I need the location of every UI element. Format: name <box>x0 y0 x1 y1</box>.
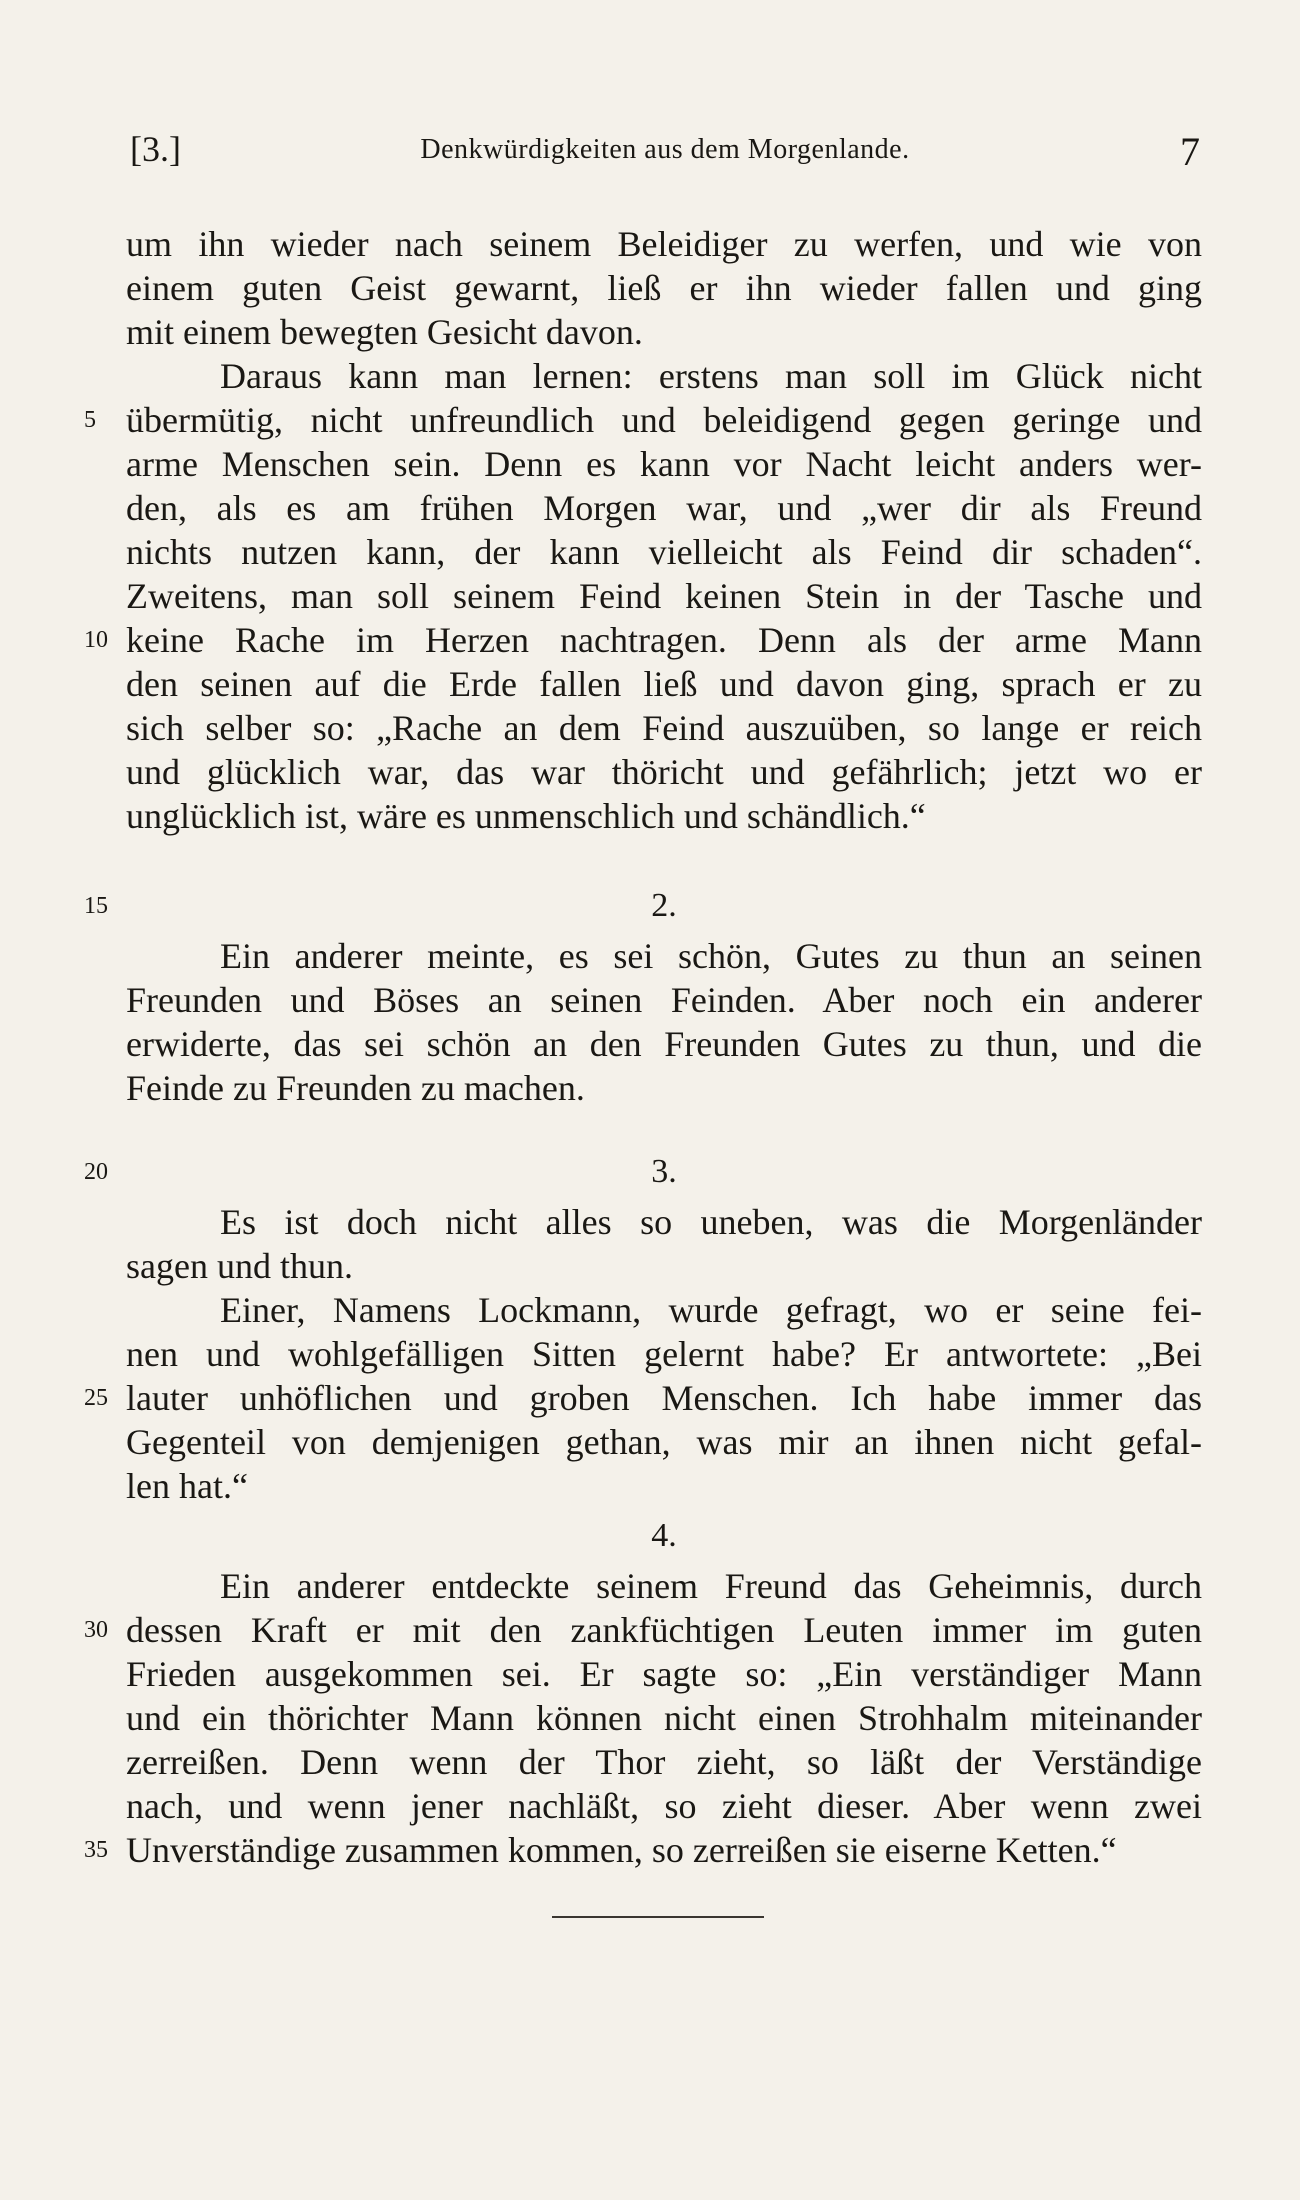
section-marker: [3.] <box>130 129 181 169</box>
text-line: Freunden und Böses an seinen Feinden. Aber noch ein anderer <box>126 980 1202 1020</box>
text-line: übermütig, nicht unfreundlich und beleidigend gegen geringe und <box>126 400 1202 440</box>
text-line: um ihn wieder nach seinem Beleidiger zu werfen, und wie von <box>126 224 1202 264</box>
text-line: und glücklich war, das war thöricht und gefährlich; jetzt wo er <box>126 752 1202 792</box>
text-line: unglücklich ist, wäre es unmenschlich und schändlich.“ <box>126 796 926 836</box>
section-heading: 3. <box>651 1153 677 1190</box>
text-line: Es ist doch nicht alles so uneben, was die Morgenländer <box>220 1202 1202 1242</box>
line-number: 25 <box>84 1385 108 1411</box>
text-line: mit einem bewegten Gesicht davon. <box>126 312 643 352</box>
text-line: den seinen auf die Erde fallen ließ und davon ging, sprach er zu <box>126 664 1202 704</box>
text-line: sich selber so: „Rache an dem Feind auszuüben, so lange er reich <box>126 708 1202 748</box>
text-line: lauter unhöflichen und groben Menschen. Ich habe immer das <box>126 1378 1202 1418</box>
line-number: 20 <box>84 1159 108 1185</box>
text-line: Einer, Namens Lockmann, wurde gefragt, wo er seine fei- <box>220 1290 1202 1330</box>
text-line: arme Menschen sein. Denn es kann vor Nacht leicht anders wer- <box>126 444 1202 484</box>
text-line: keine Rache im Herzen nachtragen. Denn als der arme Mann <box>126 620 1202 660</box>
text-line: und ein thörichter Mann können nicht einen Strohhalm miteinander <box>126 1698 1202 1738</box>
line-number: 30 <box>84 1617 108 1643</box>
section-heading: 2. <box>651 887 677 924</box>
text-line: den, als es am frühen Morgen war, und „wer dir als Freund <box>126 488 1202 528</box>
text-line: Gegenteil von demjenigen gethan, was mir an ihnen nicht gefal- <box>126 1422 1202 1462</box>
text-line: sagen und thun. <box>126 1246 353 1286</box>
page-number: 7 <box>1180 129 1200 174</box>
text-line: Unverständige zusammen kommen, so zerreißen sie eiserne Ketten.“ <box>126 1830 1117 1870</box>
text-line: Frieden ausgekommen sei. Er sagte so: „Ein verständiger Mann <box>126 1654 1202 1694</box>
line-number: 35 <box>84 1837 108 1863</box>
text-line: dessen Kraft er mit den zankfüchtigen Leuten immer im guten <box>126 1610 1202 1650</box>
text-line: Ein anderer meinte, es sei schön, Gutes zu thun an seinen <box>220 936 1202 976</box>
text-line: Feinde zu Freunden zu machen. <box>126 1068 585 1108</box>
text-line: erwiderte, das sei schön an den Freunden Gutes zu thun, und die <box>126 1024 1202 1064</box>
text-line: Ein anderer entdeckte seinem Freund das Geheimnis, durch <box>220 1566 1202 1606</box>
closing-rule <box>552 1916 764 1918</box>
running-header <box>130 128 1200 178</box>
text-line: zerreißen. Denn wenn der Thor zieht, so läßt der Verständige <box>126 1742 1202 1782</box>
text-line: nichts nutzen kann, der kann vielleicht als Feind dir schaden“. <box>126 532 1202 572</box>
text-line: Zweitens, man soll seinem Feind keinen Stein in der Tasche und <box>126 576 1202 616</box>
section-heading: 4. <box>651 1517 677 1554</box>
line-number: 10 <box>84 627 108 653</box>
line-number: 5 <box>84 407 96 433</box>
text-line: len hat.“ <box>126 1466 248 1506</box>
text-line: Daraus kann man lernen: erstens man soll im Glück nicht <box>220 356 1202 396</box>
line-number: 15 <box>84 893 108 919</box>
running-title: Denkwürdigkeiten aus dem Morgenlande. <box>420 134 910 165</box>
text-line: einem guten Geist gewarnt, ließ er ihn wieder fallen und ging <box>126 268 1202 308</box>
text-line: nach, und wenn jener nachläßt, so zieht dieser. Aber wenn zwei <box>126 1786 1202 1826</box>
text-line: nen und wohlgefälligen Sitten gelernt habe? Er antwortete: „Bei <box>126 1334 1202 1374</box>
